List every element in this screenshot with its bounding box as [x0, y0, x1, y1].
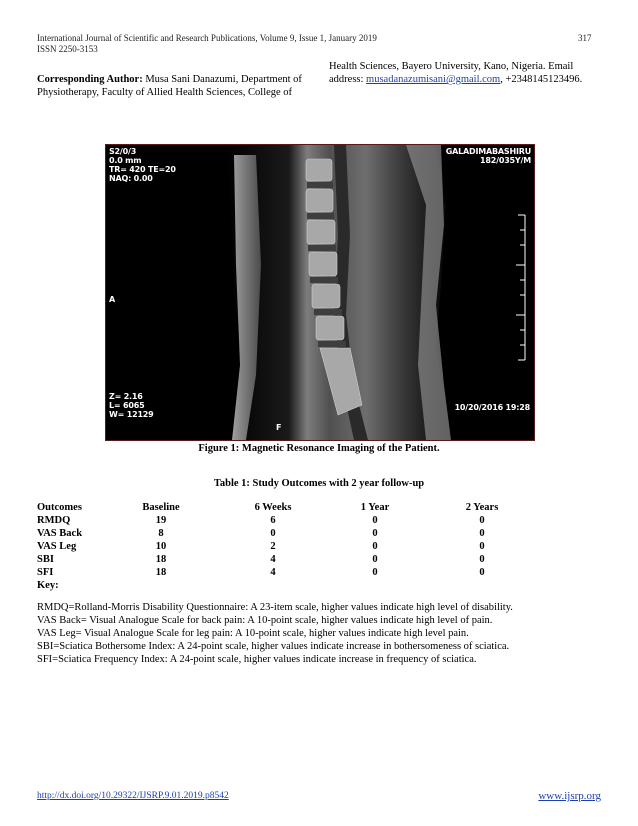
cell-2-years: 0 — [479, 567, 485, 578]
email-prefix: address: — [329, 74, 367, 85]
cell-6-weeks: 6 — [270, 515, 276, 526]
cell-1-year: 0 — [372, 554, 378, 565]
cell-baseline: 18 — [155, 554, 167, 565]
mri-image — [105, 144, 535, 441]
key-line-rmdq: RMDQ=Rolland-Morris Disability Questionnaire: A 23-item scale, higher values indicate high level of disability. — [37, 602, 513, 613]
mri-anterior-marker: A — [109, 295, 115, 304]
key-line-vas-back: VAS Back= Visual Analogue Scale for back pain: A 10-point scale, higher values indicate high level of pain. — [37, 615, 493, 626]
cell-outcome: VAS Leg — [37, 541, 77, 552]
col-baseline: Baseline — [142, 502, 180, 513]
cell-6-weeks: 4 — [270, 567, 276, 578]
col-outcomes: Outcomes — [37, 502, 82, 513]
corresponding-author — [37, 73, 317, 99]
key-definitions — [37, 601, 607, 666]
doi-link[interactable]: http://dx.doi.org/10.29322/IJSRP.9.01.2019.p8542 — [37, 791, 229, 801]
cell-1-year: 0 — [372, 541, 378, 552]
key-label-row — [37, 580, 537, 593]
mri-patient-id: 182/035Y/M — [480, 156, 531, 165]
mri-overlay-top-right — [446, 147, 531, 165]
cell-outcome: SBI — [37, 554, 54, 565]
phone: , +2348145123496. — [500, 74, 583, 85]
cell-2-years: 0 — [479, 554, 485, 565]
cell-outcome: RMDQ — [37, 515, 71, 526]
author-line2: Physiotherapy, Faculty of Allied Health Sciences, College of — [37, 87, 293, 98]
cell-6-weeks: 0 — [270, 528, 276, 539]
mri-patient-name: GALADIMABASHIRU — [445, 147, 531, 156]
mri-slice: 0.0 mm — [109, 156, 142, 165]
table-title: Table 1: Study Outcomes with 2 year follow-up — [213, 478, 425, 489]
mri-tr-te: TR= 420 TE=20 — [109, 165, 176, 174]
cell-2-years: 0 — [479, 528, 485, 539]
cell-1-year: 0 — [372, 515, 378, 526]
cell-1-year: 0 — [372, 528, 378, 539]
mri-series: S2/0/3 — [109, 147, 137, 156]
table-row — [37, 528, 537, 541]
mri-overlay-bottom-left — [109, 392, 154, 419]
mri-timestamp: 10/20/2016 19:28 — [454, 403, 530, 412]
cell-baseline: 18 — [155, 567, 167, 578]
email-link[interactable]: musadanazumisani@gmail.com — [366, 74, 501, 85]
mri-level: L= 6065 — [109, 401, 145, 410]
cell-2-years: 0 — [479, 541, 485, 552]
cell-baseline: 10 — [155, 541, 167, 552]
journal-header: International Journal of Scientific and Research Publications, Volume 9, Issue 1, January 2019 — [37, 33, 377, 43]
figure-caption: Figure 1: Magnetic Resonance Imaging of the Patient. — [198, 443, 440, 454]
col-6-weeks: 6 Weeks — [254, 502, 292, 513]
table-row — [37, 567, 537, 580]
mri-window: W= 12129 — [109, 410, 154, 419]
site-link[interactable]: www.ijsrp.org — [538, 790, 601, 802]
table-row — [37, 515, 537, 528]
key-line-sfi: SFI=Sciatica Frequency Index: A 24-point scale, higher values indicate increase in frequency of sciatica. — [37, 654, 477, 665]
mri-naq: NAQ: 0.00 — [109, 174, 153, 183]
author-contact — [329, 60, 609, 86]
mri-foot-marker: F — [276, 423, 282, 432]
col-2-years: 2 Years — [465, 502, 499, 513]
cell-6-weeks: 2 — [270, 541, 276, 552]
cell-baseline: 19 — [155, 515, 167, 526]
author-affiliation: Health Sciences, Bayero University, Kano, Nigeria. Email — [329, 61, 574, 72]
issn: ISSN 2250-3153 — [37, 44, 98, 54]
key-label: Key: — [37, 580, 59, 591]
mri-overlay-top-left — [109, 147, 176, 183]
mri-scan-graphic — [106, 145, 534, 440]
key-line-sbi: SBI=Sciatica Bothersome Index: A 24-point scale, higher values indicate increase in bothersomeness of sciatica. — [37, 641, 510, 652]
mri-z: Z= 2.16 — [109, 392, 143, 401]
author-line1: Musa Sani Danazumi, Department of — [142, 74, 302, 85]
key-line-vas-leg: VAS Leg= Visual Analogue Scale for leg pain: A 10-point scale, higher values indicate high level pain. — [37, 628, 469, 639]
cell-1-year: 0 — [372, 567, 378, 578]
cell-6-weeks: 4 — [270, 554, 276, 565]
author-label: Corresponding Author: — [37, 74, 143, 85]
table-row — [37, 554, 537, 567]
col-1-year: 1 Year — [360, 502, 390, 513]
cell-2-years: 0 — [479, 515, 485, 526]
cell-outcome: VAS Back — [37, 528, 83, 539]
page-number: 317 — [578, 33, 592, 43]
table-row — [37, 541, 537, 554]
cell-outcome: SFI — [37, 567, 54, 578]
table-header-row — [37, 502, 537, 515]
cell-baseline: 8 — [158, 528, 164, 539]
